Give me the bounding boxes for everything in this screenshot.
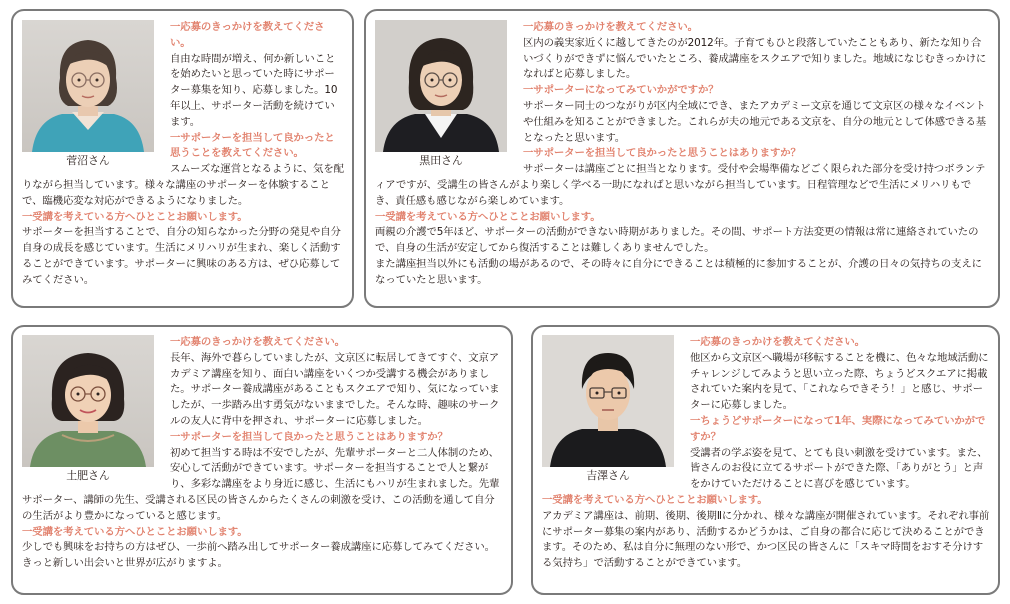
answer-text: 自由な時間が増え、何か新しいことを始めたいと思っていた時にサポーター募集を知り、応募しました。10年以上、サポーター活動を続けています。	[170, 52, 338, 128]
answer-text: スムーズな運営となるように、気を配りながら担当しています。様々な講座のサポーターを体験することで、臨機応変な対応ができるようになりました。	[22, 163, 344, 207]
question-heading: 一応募のきっかけを教えてください。	[523, 21, 698, 33]
question-heading: 一応募のきっかけを教えてください。	[170, 336, 345, 348]
answer-text: サポーター同士のつながりが区内全域にでき、またアカデミー文京を通じて文京区の様々なイベントや仕組みを知ることができました。これらが夫の地元である文京を、自分の地元として体感できる基となったと思います。	[523, 99, 987, 144]
answer-text: 他区から文京区へ職場が移転することを機に、色々な地域活動にチャレンジしてみようと思い立った際、ちょうどスクエアに掲載されていた案内を見て、「これならできそう！」と感じ、サポーターに応募しました。	[690, 351, 989, 412]
question-heading: 一受講を考えている方へひとことお願いします。	[375, 210, 601, 223]
interview-card-suganuma	[11, 9, 354, 308]
answer-text: サポーターを担当することで、自分の知らなかった分野の発見や自分自身の成長を感じています。生活にメリハリが生まれ、楽しく活動することができています。サポーターに興味のある方は、ぜひ応募してみてください。	[22, 226, 341, 286]
answer-text: 初めて担当する時は不安でしたが、先輩サポーターと二人体制のため、安心して活動ができています。サポーターを担当することで人と繋がり、多彩な講座をより身近に感じ、生活にもハリが生まれました。先輩サポーター、講師の先生、受講される区民の皆さんからたくさんの刺激を受け、この活動を通して自分の生活がより豊かになっていると感じます。	[22, 446, 500, 522]
portrait-photo	[22, 20, 154, 152]
question-heading: 一サポーターを担当して良かったと思うことはありますか？	[523, 147, 801, 160]
portrait-photo	[22, 335, 154, 467]
interview-card-kuroda	[364, 9, 1000, 308]
person-name: 黒田さん	[419, 154, 463, 167]
answer-text: 受講者の学ぶ姿を見て、とても良い刺激を受けています。また、皆さんのお役に立てるサポートができた際、「ありがとう」と声をかけていただけることに喜びを感じています。	[690, 446, 988, 491]
answer-text: 長年、海外で暮らしていましたが、文京区に転居してきてすぐ、文京アカデミア講座を知り、面白い講座をいくつか受講する機会がありました。サポーター養成講座があることもスクエアで知り、気になっていましたが、一歩踏み出す勇気がないままでした。そんな時、趣味のサークルの友人に背中を押され、サポーターに応募しました。	[170, 351, 500, 427]
portrait-photo	[375, 20, 507, 152]
question-heading: 一サポーターになってみていかがですか？	[523, 84, 719, 97]
question-heading: 一応募のきっかけを教えてください。	[690, 336, 865, 348]
person-name: 菅沼さん	[66, 154, 110, 167]
person-name: 吉澤さん	[586, 469, 630, 482]
answer-text: 少しでも興味をお持ちの方はぜひ、一歩前へ踏み出してサポーター養成講座に応募してみてください。きっと新しい出会いと世界が広がりますよ。	[22, 541, 495, 570]
question-heading: 一受講を考えている方へひとことお願いします。	[22, 525, 248, 538]
portrait-block	[22, 335, 162, 485]
interview-card-dohi	[11, 325, 513, 595]
answer-text: サポーターは講座ごとに担当となります。受付や会場準備などごく限られた部分を受け持つボランティアですが、受講生の皆さんがより楽しく学べる一助になればと思いながら担当しています。日程管理などで生活にメリハリもでき、責任感も感じながら楽しめています。	[375, 163, 986, 207]
question-heading: 一ちょうどサポーターになって1年、実際になってみていかがですか？	[690, 414, 986, 443]
person-name: 土肥さん	[66, 469, 110, 482]
answer-text: 両親の介護で5年ほど、サポーターの活動ができない時期がありました。その間、サポート方法変更の情報は常に連絡されていたので、自身の生活が安定してから復活することは難しくありませんでした。 また講座担当以外にも活動の場があるので、その時々に自分にできることは積極的に参加することが、介護の日々の気持ちの支えになっていたと思います。	[375, 226, 982, 286]
question-heading: 一受講を考えている方へひとことお願いします。	[22, 210, 248, 223]
answer-text: 区内の義実家近くに越してきたのが2012年。子育てもひと段落していたこともあり、新たな知り合いづくりができずに悩んでいたところ、養成講座をスクエアで知りました。地域になじむきっかけになればと応募しました。	[523, 36, 987, 81]
question-heading: 一受講を考えている方へひとことお願いします。	[542, 493, 768, 506]
answer-text: アカデミア講座は、前期、後期、後期Ⅱに分かれ、様々な講座が開催されています。それぞれ事前にサポーター募集の案内があり、活動するかどうかは、ご自身の都合に応じて決めることができます。そのため、私は自分に無理のない形で、かつ区民の皆さんに「スキマ時間をおすそ分けする気持ち」で活動することができています。	[542, 509, 990, 570]
interview-card-yoshizawa	[531, 325, 1000, 595]
question-heading: 一サポーターを担当して良かったと思うことを教えてください。	[170, 131, 335, 160]
portrait-photo	[542, 335, 674, 467]
portrait-block	[375, 20, 515, 170]
portrait-block	[22, 20, 162, 170]
question-heading: 一応募のきっかけを教えてください。	[170, 21, 325, 49]
portrait-block	[542, 335, 682, 485]
question-heading: 一サポーターを担当して良かったと思うことはありますか？	[170, 430, 448, 443]
